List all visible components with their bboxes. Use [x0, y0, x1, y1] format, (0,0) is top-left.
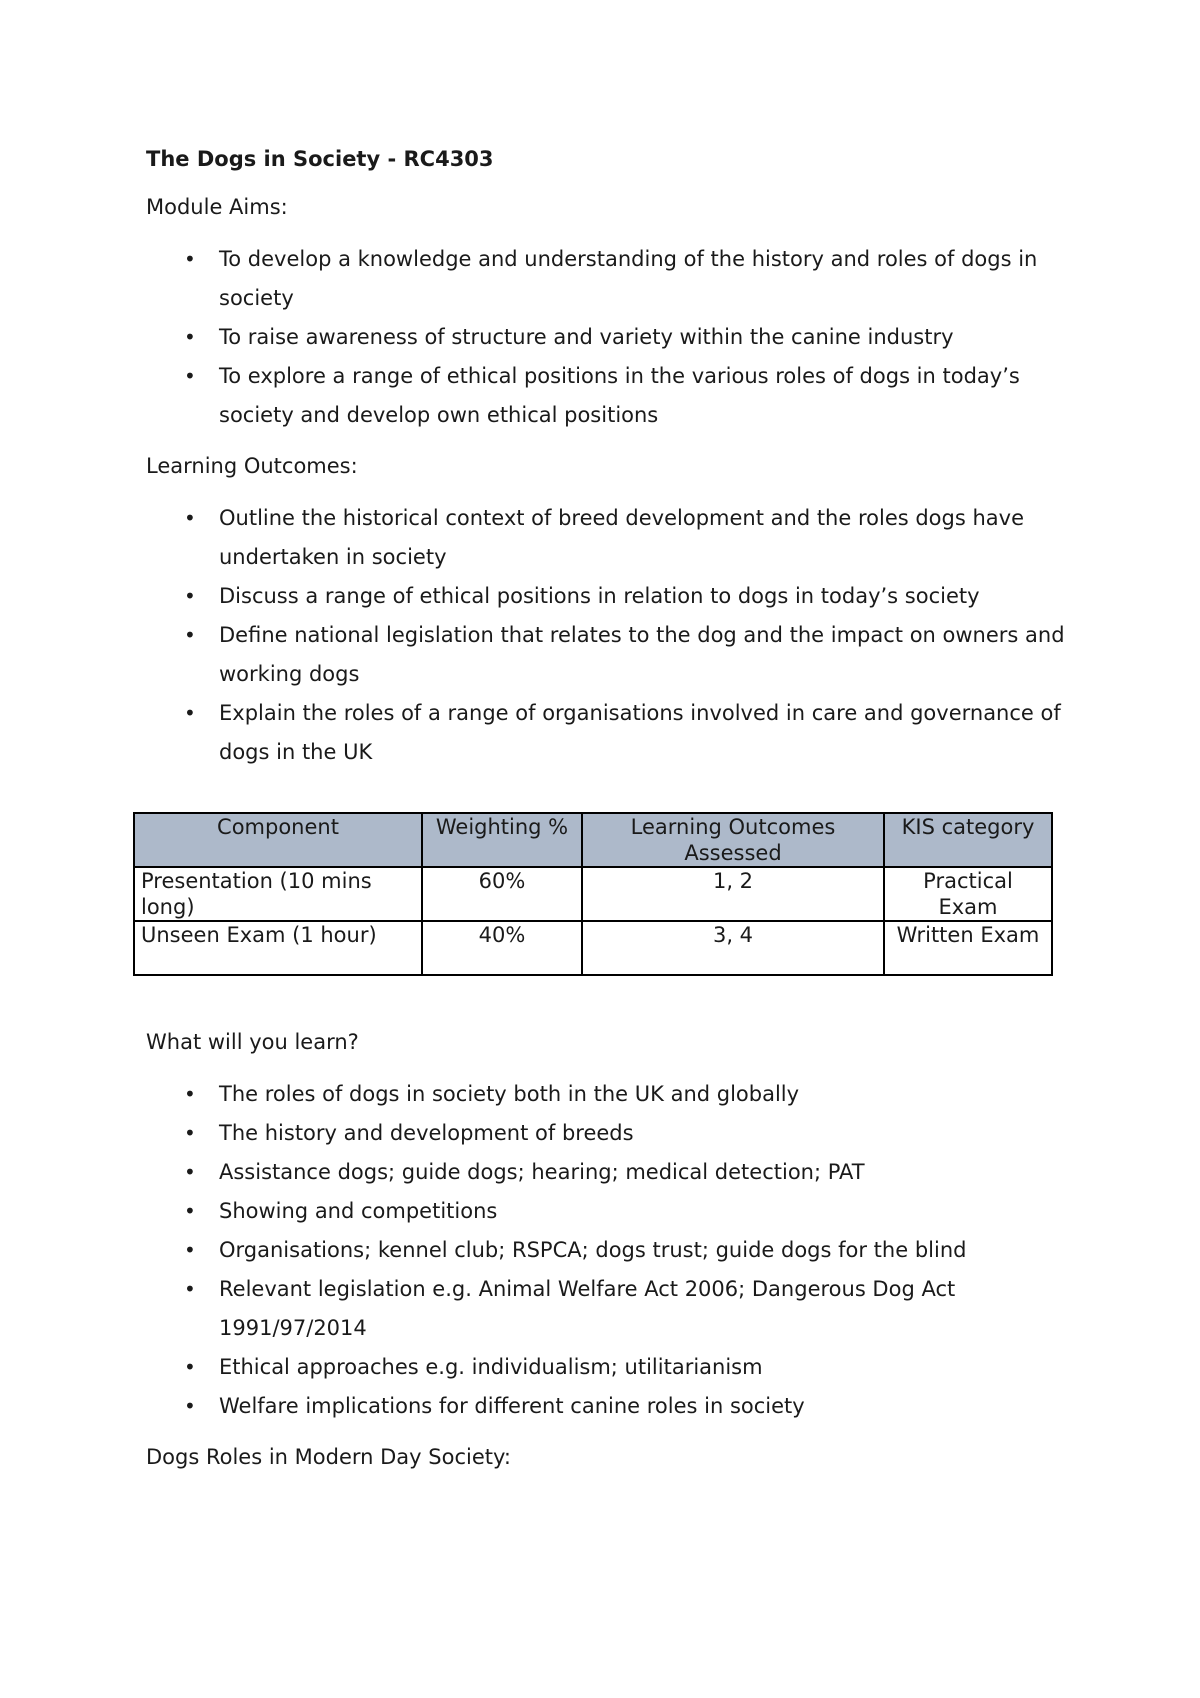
list-item: • Welfare implications for different canine roles in society — [146, 1387, 1076, 1426]
table-header-row — [134, 813, 1052, 867]
bullet-icon: • — [184, 1121, 196, 1145]
bullet-icon: • — [184, 1238, 196, 1262]
assessment-table-wrapper — [133, 812, 1053, 976]
list-item: • Relevant legislation e.g. Animal Welfare Act 2006; Dangerous Dog Act 1991/97/2014 — [146, 1270, 1076, 1348]
table-row — [134, 867, 1052, 921]
bullet-icon: • — [184, 1394, 196, 1418]
column-header-learning-outcomes: Learning Outcomes Assessed — [582, 813, 884, 867]
what-you-learn-list — [146, 1075, 1076, 1426]
table-cell: Presentation (10 mins long) — [134, 867, 422, 921]
list-item: • Outline the historical context of breed development and the roles dogs have undertaken in society — [146, 499, 1076, 577]
bullet-icon: • — [184, 623, 196, 647]
table-cell: 60% — [422, 867, 582, 921]
list-item: • Define national legislation that relates to the dog and the impact on owners and working dogs — [146, 616, 1076, 694]
column-header-kis-category: KIS category — [884, 813, 1052, 867]
list-item: • To raise awareness of structure and variety within the canine industry — [146, 318, 1076, 357]
table-cell: 40% — [422, 921, 582, 975]
learning-outcomes-list — [146, 499, 1076, 772]
column-header-component: Component — [134, 813, 422, 867]
document-title: The Dogs in Society - RC4303 — [146, 147, 494, 171]
document-lower-section — [146, 1025, 1076, 1474]
module-aims-heading: Module Aims: — [146, 195, 288, 219]
bullet-icon: • — [184, 1355, 196, 1379]
list-item: • Showing and competitions — [146, 1192, 1076, 1231]
learning-outcomes-heading: Learning Outcomes: — [146, 454, 358, 478]
table-cell: Practical Exam — [884, 867, 1052, 921]
bullet-icon: • — [184, 325, 196, 349]
list-item: • Assistance dogs; guide dogs; hearing; medical detection; PAT — [146, 1153, 1076, 1192]
column-header-weighting: Weighting % — [422, 813, 582, 867]
list-item: • Ethical approaches e.g. individualism; utilitarianism — [146, 1348, 1076, 1387]
bullet-icon: • — [184, 1199, 196, 1223]
bullet-icon: • — [184, 701, 196, 725]
list-item: • To explore a range of ethical positions in the various roles of dogs in today’s society and develop own ethical positions — [146, 357, 1076, 435]
module-aims-list — [146, 240, 1076, 435]
table-cell: 1, 2 — [582, 867, 884, 921]
closing-heading: Dogs Roles in Modern Day Society: — [146, 1445, 511, 1469]
document-page — [146, 142, 1076, 786]
list-item: • Organisations; kennel club; RSPCA; dogs trust; guide dogs for the blind — [146, 1231, 1076, 1270]
what-you-learn-heading: What will you learn? — [146, 1030, 359, 1054]
table-cell: Written Exam — [884, 921, 1052, 975]
list-item: • The roles of dogs in society both in the UK and globally — [146, 1075, 1076, 1114]
bullet-icon: • — [184, 584, 196, 608]
list-item: • To develop a knowledge and understanding of the history and roles of dogs in society — [146, 240, 1076, 318]
list-item: • Explain the roles of a range of organisations involved in care and governance of dogs in the UK — [146, 694, 1076, 772]
bullet-icon: • — [184, 247, 196, 271]
table-row — [134, 921, 1052, 975]
list-item: • The history and development of breeds — [146, 1114, 1076, 1153]
table-cell: 3, 4 — [582, 921, 884, 975]
table-cell: Unseen Exam (1 hour) — [134, 921, 422, 975]
bullet-icon: • — [184, 1082, 196, 1106]
bullet-icon: • — [184, 506, 196, 530]
bullet-icon: • — [184, 364, 196, 388]
list-item: • Discuss a range of ethical positions in relation to dogs in today’s society — [146, 577, 1076, 616]
bullet-icon: • — [184, 1277, 196, 1301]
assessment-table — [133, 812, 1053, 976]
bullet-icon: • — [184, 1160, 196, 1184]
